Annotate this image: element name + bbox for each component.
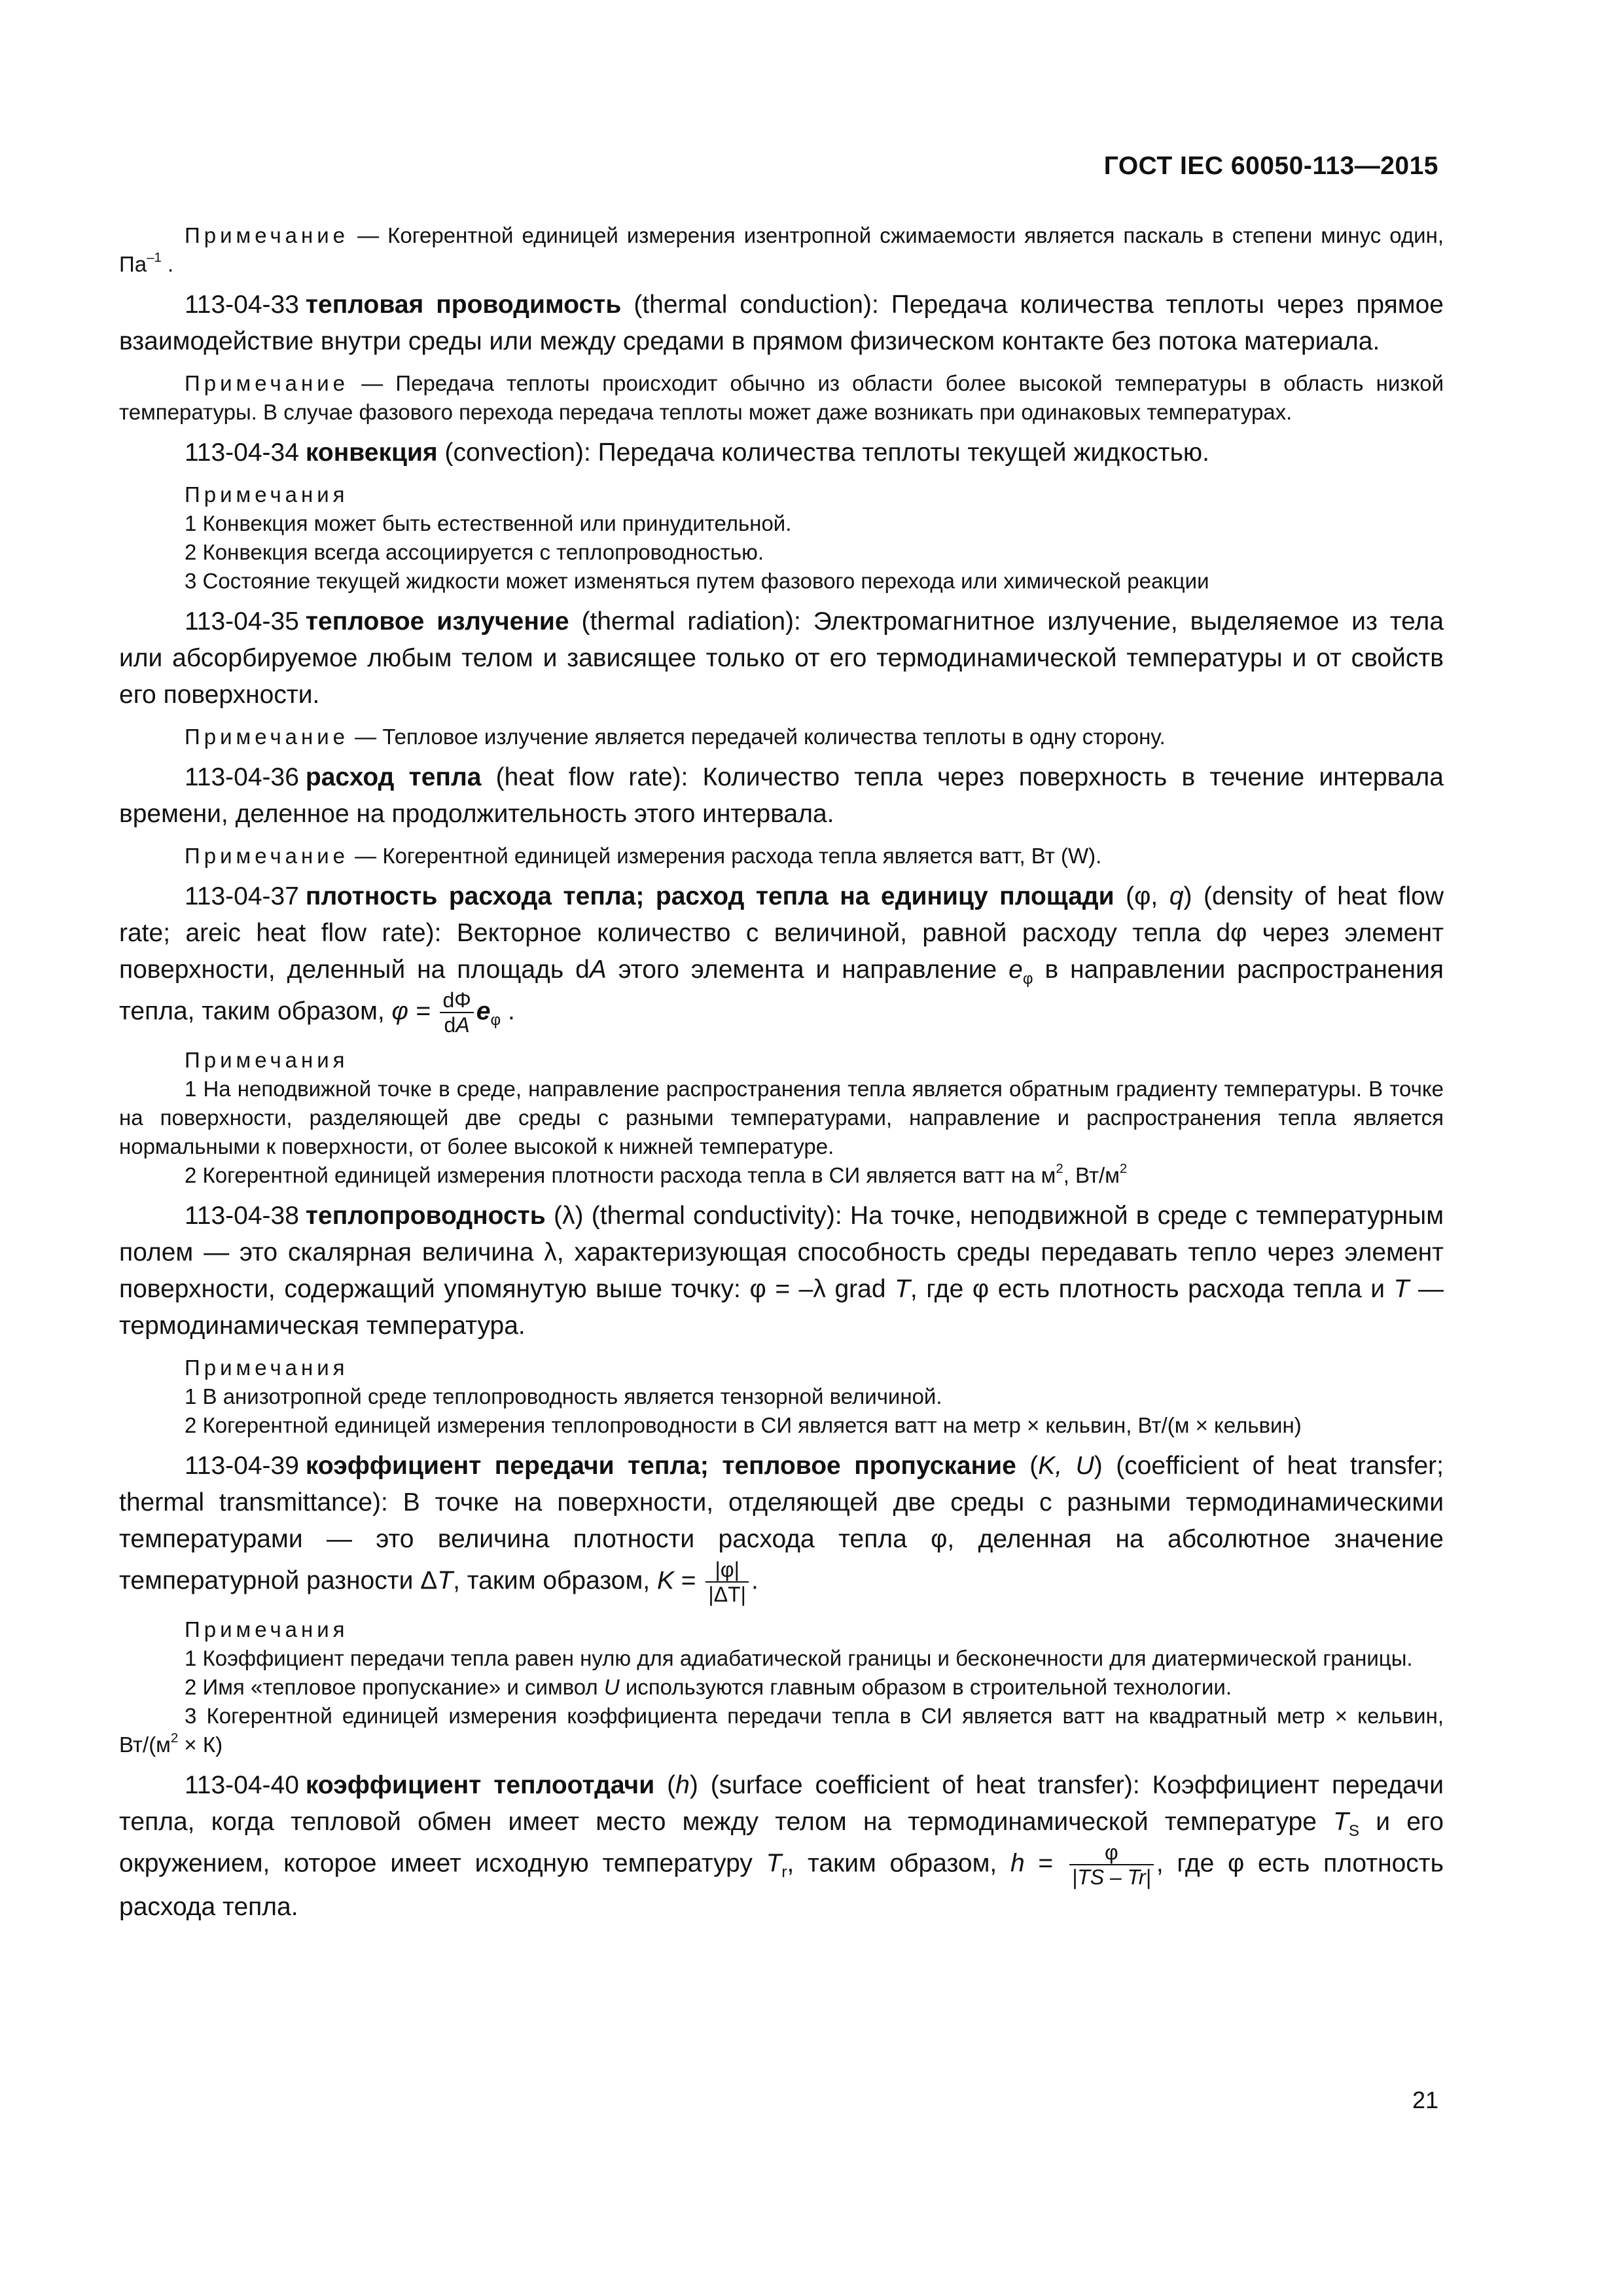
term-113-04-33: 113-04-33 тепловая проводимость (thermal conduction): Передача количества теплоты через прямое взаимодействие внутри среды или между средами в прямом физическом контакте без потока материала. — [119, 291, 1444, 355]
term-number: 113-04-36 — [185, 763, 299, 791]
term-name: конвекция — [305, 439, 438, 467]
formula-phi: φ = — [391, 997, 438, 1026]
term-113-04-35: 113-04-35 тепловое излучение (thermal radiation): Электромагнитное излучение, выделяемое из тела или абсорбируемое любым телом и зависящее только от его термодинамической температуры и от свойств его поверхности. — [119, 607, 1444, 709]
fraction-h: $\frac{\varphi}{|TS - Tr|}$ — [1069, 1840, 1154, 1889]
term-name: коэффициент передачи тепла; тепловое пропускание — [305, 1452, 1016, 1480]
term-definition: Электромагнитное излучение, выделяемое из тела или абсорбируемое любым телом и зависящее только от его термодинамической температуры и от свойств его поверхности. — [119, 607, 1444, 709]
notes-113-04-38 — [119, 1354, 1444, 1440]
term-113-04-38: 113-04-38 теплопроводность (λ) (thermal conductivity): На точке, неподвижной в среде с температурным полем — это скалярная величина λ, характеризующая способность среды передавать тепло через элемент поверхности, содержащий упомянутую выше точку: φ = –λ grad T, где φ есть плотность расхода тепла и T — термодинамическая температура. — [119, 1202, 1444, 1340]
notes-113-04-39 — [119, 1615, 1444, 1759]
note-item: 1 На неподвижной точке в среде, направление распространения тепла является обратным градиенту температуры. В точке на поверхности, разделяющей две среды с разными температурами, направление и распространения тепла является нормальными к поверхности, от более высокой к нижней температуре. — [119, 1077, 1444, 1158]
term-number: 113-04-39 — [185, 1452, 299, 1480]
notes-label: Примечания — [185, 1048, 349, 1072]
document-header: ГОСТ IEC 60050-113—2015 — [1103, 152, 1438, 180]
page-number: 21 — [1412, 2087, 1438, 2113]
term-113-04-37: 113-04-37 плотность расхода тепла; расход тепла на единицу площади (φ, q) (density of heat flow rate; areic heat flow rate): Векторное количество с величиной, равной расходу тепла dφ через элемент поверхности, деленный на площадь dA этого элемента и направление $e_\varphi$ в направлении распространения тепла, таким образом, φ = $\frac{d\Phi}{dA}$ $e_\varphi$ . — [119, 882, 1444, 1037]
notes-113-04-34 — [119, 480, 1444, 596]
term-113-04-39: 113-04-39 коэффициент передачи тепла; тепловое пропускание (K, U) (coefficient of heat transfer; thermal transmittance): В точке на поверхности, отделяющей две среды с разными термодинамическими температурами — это величина плотности расхода тепла φ, деленная на абсолютное значение температурной разности ΔT, таким образом, K = $\frac{|\varphi|}{|\Delta T|}$ . — [119, 1452, 1444, 1606]
term-name: плотность расхода тепла; расход тепла на единицу площади — [305, 882, 1115, 910]
term-definition: Передача количества теплоты через прямое взаимодействие внутри среды или между средами в прямом физическом контакте без потока материала. — [119, 291, 1444, 355]
term-number: 113-04-40 — [185, 1771, 299, 1799]
term-definition: Количество тепла через поверхность в течение интервала времени, деленное на продолжительность этого интервала. — [119, 763, 1444, 828]
term-number: 113-04-33 — [185, 291, 299, 319]
note-item: 2 Конвекция всегда ассоциируется с теплопроводностью. — [185, 540, 764, 564]
note-item: 3 Когерентной единицей измерения коэффициента передачи тепла в СИ является ватт на квадратный метр × кельвин, $Вт/(м^2 \times К)$ — [119, 1704, 1444, 1757]
notes-label: Примечания — [185, 482, 349, 507]
term-number: 113-04-37 — [185, 882, 299, 910]
note-113-04-36: Примечание — Когерентной единицей измерения расхода тепла является ватт, Вт (W). — [185, 844, 1102, 868]
term-definition: Передача количества теплоты текущей жидкостью. — [597, 439, 1210, 467]
note-item: 2 Когерентной единицей измерения плотности расхода тепла в СИ является ватт на $м^2$, $Вт/м^2$ — [185, 1160, 1128, 1187]
note-item: 3 Состояние текущей жидкости может изменяться путем фазового перехода или химической реакции — [185, 569, 1209, 593]
notes-label: Примечания — [185, 1617, 349, 1641]
note-113-04-33: Примечание — Передача теплоты происходит обычно из области более высокой температуры в область низкой температуры. В случае фазового перехода передача теплоты может даже возникать при одинаковых температурах. — [119, 371, 1444, 424]
term-name: коэффициент теплоотдачи — [305, 1771, 655, 1799]
term-113-04-36: 113-04-36 расход тепла (heat flow rate): Количество тепла через поверхность в течение интервала времени, деленное на продолжительность этого интервала. — [119, 763, 1444, 828]
term-number: 113-04-38 — [185, 1202, 299, 1230]
fraction-dphi-da: $\frac{d\Phi}{dA}$ — [440, 988, 473, 1037]
note-item: 2 Имя «тепловое пропускание» и символ U используются главным образом в строительной технологии. — [185, 1675, 1232, 1699]
note-item: 1 Конвекция может быть естественной или принудительной. — [185, 511, 792, 535]
term-113-04-34: 113-04-34 конвекция (convection): Передача количества теплоты текущей жидкостью. — [185, 439, 1210, 467]
term-number: 113-04-35 — [185, 607, 299, 636]
document-body — [119, 221, 1444, 1935]
note-item: 1 В анизотропной среде теплопроводность является тензорной величиной. — [185, 1384, 942, 1408]
term-name: расход тепла — [305, 763, 482, 791]
term-name: теплопроводность — [305, 1202, 546, 1230]
term-number: 113-04-34 — [185, 439, 299, 467]
term-name: тепловое излучение — [305, 607, 569, 636]
notes-113-04-37 — [119, 1046, 1444, 1190]
note-compressibility: Примечание — Когерентной единицей измерения изентропной сжимаемости является паскаль в степени минус один, $Па^{-1}$ . — [119, 223, 1444, 276]
notes-label: Примечания — [185, 1355, 349, 1380]
note-item: 1 Коэффициент передачи тепла равен нулю для адиабатической границы и бесконечности для диатермической границы. — [185, 1646, 1413, 1670]
fraction-k: $\frac{|\varphi|}{|\Delta T|}$ — [705, 1558, 749, 1606]
note-item: 2 Когерентной единицей измерения теплопроводности в СИ является ватт на метр × кельвин, Вт/(м × кельвин) — [185, 1413, 1302, 1437]
note-label: Примечание — [185, 223, 349, 247]
note-113-04-35: Примечание — Тепловое излучение является передачей количества теплоты в одну сторону. — [185, 725, 1166, 749]
term-name: тепловая проводимость — [305, 291, 622, 319]
term-113-04-40: 113-04-40 коэффициент теплоотдачи (h) (surface coefficient of heat transfer): Коэффициент передачи тепла, когда тепловой обмен имеет место между телом на термодинамической температуре $T_S$ и его окружением, которое имеет исходную температуру $T_r$, таким образом, h = $\frac{\varphi}{|TS - Tr|}$ , где φ есть плотность расхода тепла. — [119, 1771, 1444, 1921]
